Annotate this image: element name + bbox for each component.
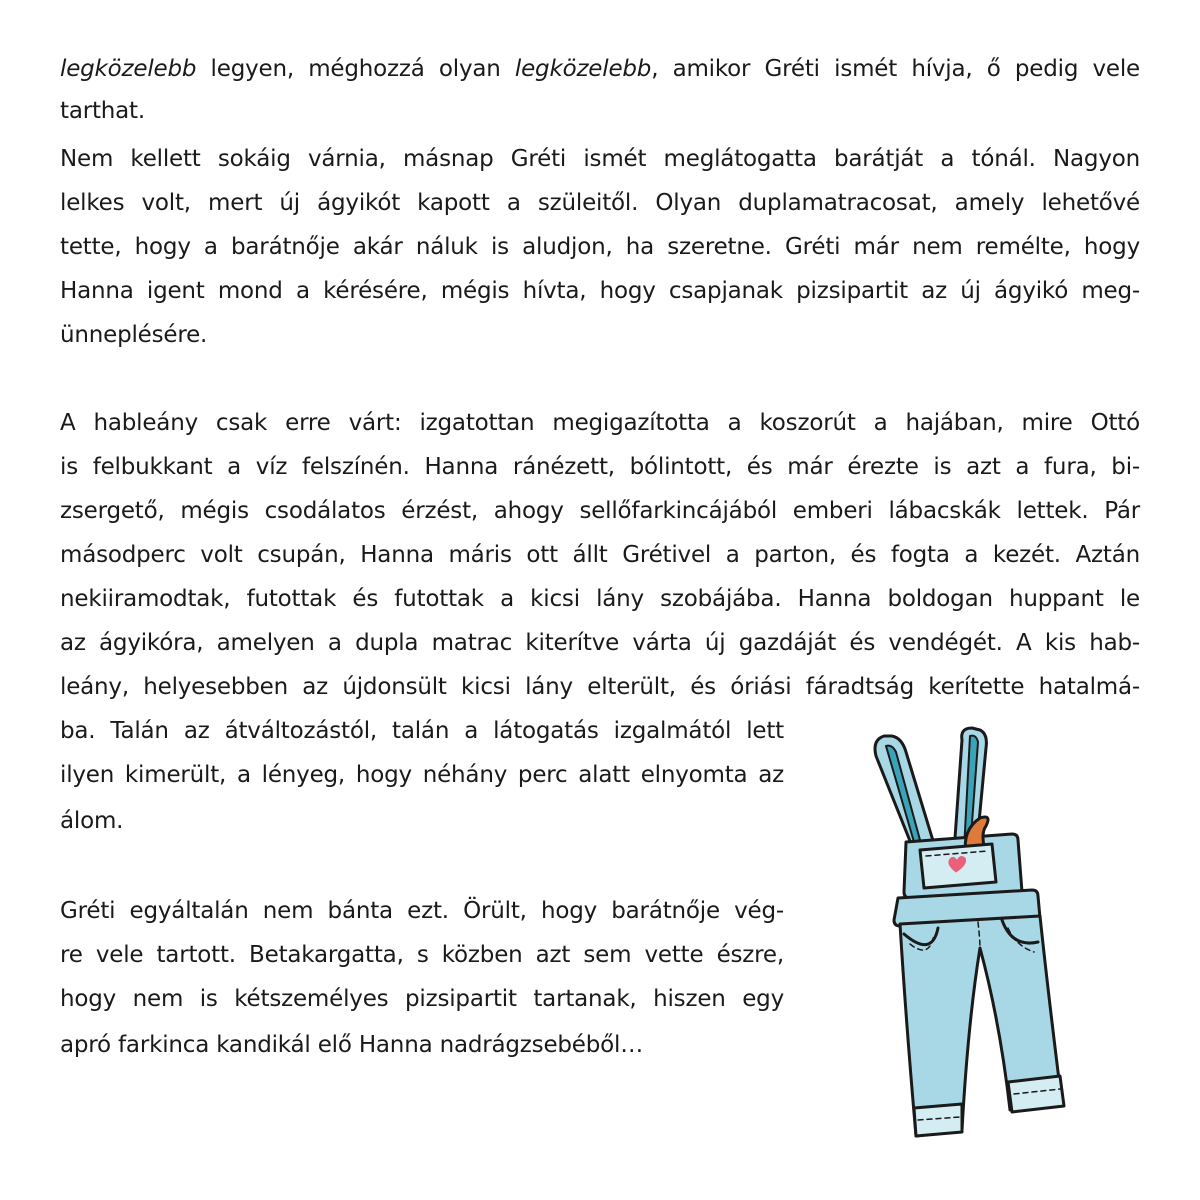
text-line xyxy=(60,54,1140,84)
text-line: tette, hogy a barátnője akár náluk is aludjon, ha szeretne. Gréti már nem remélte, hogy xyxy=(60,234,1140,260)
text-line: Nem kellett sokáig várnia, másnap Gréti ismét meglátogatta barátját a tónál. Nagyon xyxy=(60,146,1140,172)
text-line: hogy nem is kétszemélyes pizsipartit tartanak, hiszen egy xyxy=(60,986,784,1012)
text-line: ilyen kimerült, a lényeg, hogy néhány perc alatt elnyomta az xyxy=(60,762,784,788)
text-line: nekiiramodtak, futottak és futottak a kicsi lány szobájába. Hanna boldogan huppant le xyxy=(60,586,1140,612)
text-line: lelkes volt, mert új ágyikót kapott a szüleitől. Olyan duplamatracosat, amely lehetővé xyxy=(60,190,1140,216)
text-line: ba. Talán az átváltozástól, talán a látogatás izgalmától lett xyxy=(60,718,784,744)
overalls-icon xyxy=(862,722,1124,1150)
text-line: Gréti egyáltalán nem bánta ezt. Örült, hogy barátnője vég- xyxy=(60,898,784,924)
text-line: álom. xyxy=(60,808,124,834)
text-line: A hableány csak erre várt: izgatottan megigazította a koszorút a hajában, mire Ottó xyxy=(60,410,1140,436)
text-line: leány, helyesebben az újdonsült kicsi lány elterült, és óriási fáradtság kerítette hatalmá- xyxy=(60,674,1140,700)
text-line: Hanna igent mond a kérésére, mégis hívta, hogy csapjanak pizsipartit az új ágyikó meg- xyxy=(60,278,1140,304)
text-line: apró farkinca kandikál elő Hanna nadrágzsebéből… xyxy=(60,1032,644,1058)
text-span: legyen, méghozzá olyan xyxy=(196,56,515,82)
text-line: zsergető, mégis csodálatos érzést, ahogy sellőfarkincájából emberi lábacskák lettek. Pár xyxy=(60,498,1140,524)
text-line: másodperc volt csupán, Hanna máris ott állt Grétivel a parton, és fogta a kezét. Aztán xyxy=(60,542,1140,568)
text-line: az ágyikóra, amelyen a dupla matrac kiterítve várta új gazdáját és vendégét. A kis hab- xyxy=(60,630,1140,656)
text-line: re vele tartott. Betakargatta, s közben azt sem vette észre, xyxy=(60,942,784,968)
text-line: is felbukkant a víz felszínén. Hanna ránézett, bólintott, és már érezte is azt a fura, bi- xyxy=(60,454,1140,480)
text-line: tarthat. xyxy=(60,98,145,124)
text-span: , amikor Gréti ismét hívja, ő pedig vele xyxy=(651,56,1140,82)
text-line: ünneplésére. xyxy=(60,322,208,348)
emphasis-text: legközelebb xyxy=(60,56,197,82)
emphasis-text: legközelebb xyxy=(514,56,652,82)
